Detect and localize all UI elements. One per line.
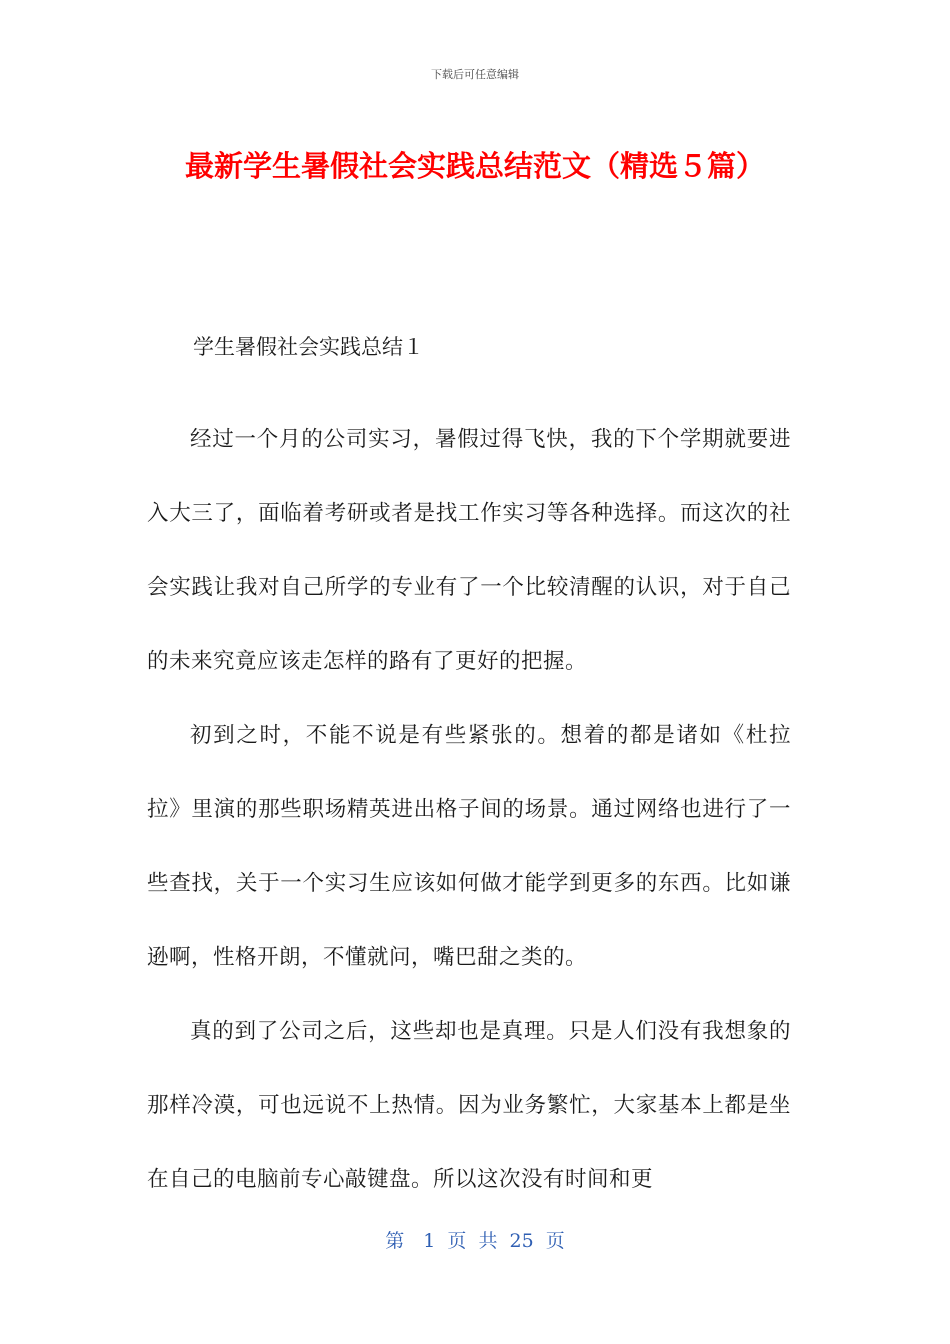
paragraph-1: 经过一个月的公司实习，暑假过得飞快，我的下个学期就要进入大三了，面临着考研或者是找工作实习等各种选择。而这次的社会实践让我对自己所学的专业有了一个比较清醒的认识，对于自己的未来究竟应该走怎样的路有了更好的把握。: [147, 427, 791, 674]
page-footer-page-number: 第 1 页 共 25 页: [385, 1230, 565, 1252]
section-heading: 学生暑假社会实践总结１: [193, 335, 424, 359]
document-body: [147, 327, 791, 1217]
page-header-note: 下载后可任意编辑: [431, 68, 519, 81]
document-title: 最新学生暑假社会实践总结范文（精选５篇）: [184, 149, 765, 183]
paragraph-3: 真的到了公司之后，这些却也是真理。只是人们没有我想象的那样冷漠，可也远说不上热情。因为业务繁忙，大家基本上都是坐在自己的电脑前专心敲键盘。所以这次没有时间和更: [147, 1019, 791, 1192]
paragraph-2: 初到之时，不能不说是有些紧张的。想着的都是诸如《杜拉拉》里演的那些职场精英进出格子间的场景。通过网络也进行了一些查找，关于一个实习生应该如何做才能学到更多的东西。比如谦逊啊，性格开朗，不懂就问，嘴巴甜之类的。: [147, 723, 791, 970]
